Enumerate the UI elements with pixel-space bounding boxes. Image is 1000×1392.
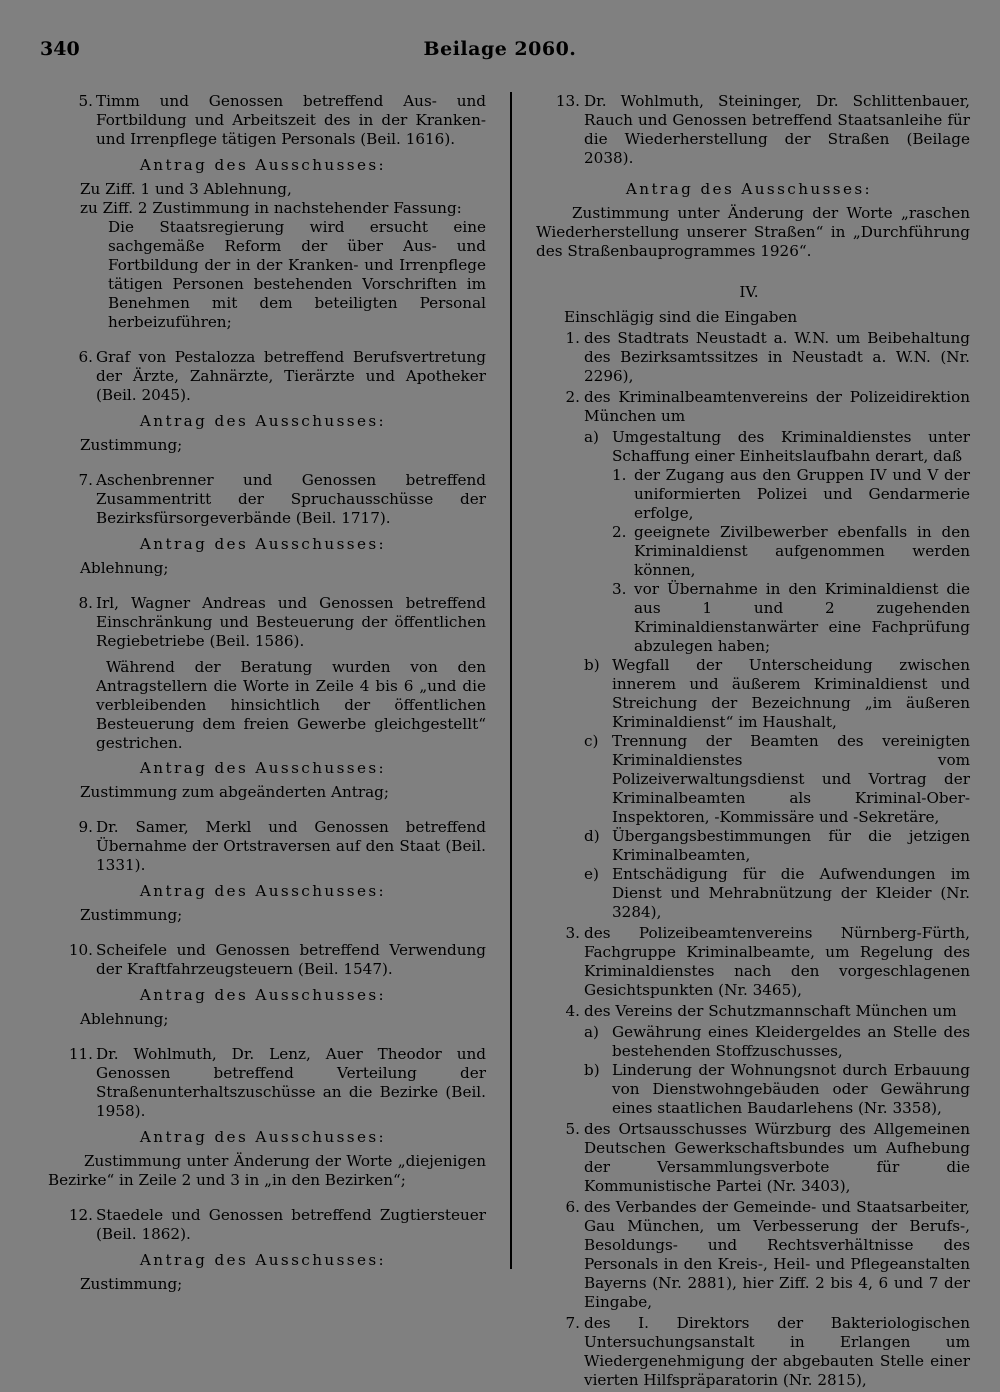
item-number: 5. bbox=[78, 92, 93, 110]
item-text: Scheifele und Genossen betreffend Verwendung der Kraftfahrzeugsteuern (Beil. 1547). bbox=[96, 941, 486, 978]
item-9 bbox=[40, 818, 486, 875]
resolution-text: Zustimmung; bbox=[80, 906, 183, 924]
right-column bbox=[528, 92, 970, 1392]
antrag-heading: Antrag des Ausschusses: bbox=[139, 1251, 387, 1269]
item-8 bbox=[40, 594, 486, 651]
antrag-heading: Antrag des Ausschusses: bbox=[139, 535, 387, 553]
item-number: 3. bbox=[565, 924, 580, 942]
item-number: 11. bbox=[68, 1045, 93, 1063]
sub-label: 2. bbox=[612, 523, 627, 541]
sub-item bbox=[584, 656, 970, 732]
item-text: Staedele und Genossen betreffend Zugtiersteuer (Beil. 1862). bbox=[96, 1206, 486, 1243]
sub-text: Trennung der Beamten des vereinigten Kriminaldienstes vom Polizeiverwaltungsdienst und Vortrag der Kriminalbeamten als Kriminal-Ober-Inspektoren, -Kommissäre und -Sekretäre, bbox=[612, 732, 970, 826]
item-text: Dr. Samer, Merkl und Genossen betreffend Übernahme der Ortstraversen auf den Staat (Beil. 1331). bbox=[96, 818, 486, 874]
item-text: Dr. Wohlmuth, Steininger, Dr. Schlittenbauer, Rauch und Genossen betreffend Staatsanleihe für die Wiederherstellung der Straßen (Beilage 2038). bbox=[584, 92, 970, 167]
page-title: Beilage 2060. bbox=[423, 38, 577, 60]
petition-4 bbox=[528, 1002, 970, 1021]
resolution-text: Zustimmung; bbox=[80, 1275, 183, 1293]
item-text: des Verbandes der Gemeinde- und Staatsarbeiter, Gau München, um Verbesserung der Berufs-, Besoldungs- und Rechtsverhältnisse des Personals in den Kreis-, Heil- und Pflegeanstalten Bayerns (Nr. 2881), hier Ziff. 2 bis 4, 6 und 7 der Eingabe, bbox=[584, 1198, 970, 1311]
item-number: 9. bbox=[78, 818, 93, 836]
sub-text: vor Übernahme in den Kriminaldienst die aus 1 und 2 zugehenden Kriminaldienstanwärter eine Fachprüfung abzulegen haben; bbox=[634, 580, 970, 655]
sub-label: 1. bbox=[612, 466, 627, 484]
sub-label: a) bbox=[584, 1023, 599, 1041]
item-number: 6. bbox=[78, 348, 93, 366]
item-text: Graf von Pestalozza betreffend Berufsvertretung der Ärzte, Zahnärzte, Tierärzte und Apotheker (Beil. 2045). bbox=[96, 348, 486, 404]
sub-sub-item bbox=[612, 523, 970, 580]
sub-item bbox=[584, 1061, 970, 1118]
item-text: des Polizeibeamtenvereins Nürnberg-Fürth, Fachgruppe Kriminalbeamte, um Regelung des Kriminaldienstes nach den vorgeschlagenen Gesichtspunkten (Nr. 3465), bbox=[584, 924, 970, 999]
item-number: 13. bbox=[555, 92, 580, 110]
item-5 bbox=[40, 92, 486, 149]
antrag-heading: Antrag des Ausschusses: bbox=[625, 180, 873, 198]
page-number: 340 bbox=[40, 38, 80, 60]
sub-label: a) bbox=[584, 428, 599, 446]
item-text: des Vereins der Schutzmannschaft München um bbox=[584, 1002, 957, 1020]
resolution-text: Zustimmung; bbox=[80, 436, 183, 454]
petition-6 bbox=[528, 1198, 970, 1312]
sub-text: Wegfall der Unterscheidung zwischen innerem und äußerem Kriminaldienst und Streichung der Bezeichnung „im äußeren Kriminaldienst“ im Haushalt, bbox=[612, 656, 970, 731]
resolution-block: Die Staatsregierung wird ersucht eine sachgemäße Reform der über Aus- und Fortbildung der in der Kranken- und Irrenpflege tätigen Personen bestehenden Vorschriften im Benehmen mit dem beteiligten Personal herbeizuführen; bbox=[108, 218, 486, 331]
item-number: 7. bbox=[78, 471, 93, 489]
section-heading: IV. bbox=[739, 283, 759, 301]
sub-item bbox=[584, 428, 970, 466]
item-number: 4. bbox=[565, 1002, 580, 1020]
sub-item bbox=[584, 732, 970, 827]
petition-3 bbox=[528, 924, 970, 1000]
sub-text: Linderung der Wohnungsnot durch Erbauung von Dienstwohngebäuden oder Gewährung eines staatlichen Baudarlehens (Nr. 3358), bbox=[612, 1061, 970, 1117]
sub-label: 3. bbox=[612, 580, 627, 598]
petition-1 bbox=[528, 329, 970, 386]
item-text: des Stadtrats Neustadt a. W.N. um Beibehaltung des Bezirksamtssitzes in Neustadt a. W.N. (Nr. 2296), bbox=[584, 329, 970, 385]
item-number: 10. bbox=[68, 941, 93, 959]
sub-label: b) bbox=[584, 1061, 600, 1079]
petition-7 bbox=[528, 1314, 970, 1390]
item-text: Timm und Genossen betreffend Aus- und Fortbildung und Arbeitszeit des in der Kranken- und Irrenpflege tätigen Personals (Beil. 1616). bbox=[96, 92, 486, 148]
antrag-heading: Antrag des Ausschusses: bbox=[139, 882, 387, 900]
section-intro: Einschlägig sind die Eingaben bbox=[564, 308, 798, 326]
sub-sub-item bbox=[612, 466, 970, 523]
item-text: Dr. Wohlmuth, Dr. Lenz, Auer Theodor und Genossen betreffend Verteilung der Straßenunterhaltszuschüsse an die Bezirke (Beil. 1958). bbox=[96, 1045, 486, 1120]
item-13 bbox=[528, 92, 970, 168]
sub-label: e) bbox=[584, 865, 599, 883]
antrag-heading: Antrag des Ausschusses: bbox=[139, 156, 387, 174]
column-divider bbox=[510, 92, 512, 1269]
resolution-text: zu Ziff. 2 Zustimmung in nachstehender Fassung: bbox=[80, 199, 462, 217]
resolution-text: Zustimmung unter Änderung der Worte „raschen Wiederherstellung unserer Straßen“ in „Durchführung des Straßenbauprogrammes 1926“. bbox=[536, 204, 970, 260]
sub-sub-item bbox=[612, 580, 970, 656]
item-text: Aschenbrenner und Genossen betreffend Zusammentritt der Spruchausschüsse der Bezirksfürsorgeverbände (Beil. 1717). bbox=[96, 471, 486, 527]
sub-text: der Zugang aus den Gruppen IV und V der uniformierten Polizei und Gendarmerie erfolge, bbox=[634, 466, 970, 522]
sub-text: Entschädigung für die Aufwendungen im Dienst und Mehrabnützung der Kleider (Nr. 3284), bbox=[612, 865, 970, 921]
item-number: 5. bbox=[565, 1120, 580, 1138]
sub-item bbox=[584, 827, 970, 865]
antrag-heading: Antrag des Ausschusses: bbox=[139, 759, 387, 777]
item-number: 12. bbox=[68, 1206, 93, 1224]
antrag-heading: Antrag des Ausschusses: bbox=[139, 986, 387, 1004]
item-12 bbox=[40, 1206, 486, 1244]
resolution-text: Zustimmung unter Änderung der Worte „diejenigen Bezirke“ in Zeile 2 und 3 in „in den Bezirken“; bbox=[48, 1152, 486, 1189]
resolution-text: Zustimmung zum abgeänderten Antrag; bbox=[80, 783, 390, 801]
item-number: 6. bbox=[565, 1198, 580, 1216]
left-column bbox=[40, 92, 486, 1310]
sub-text: Umgestaltung des Kriminaldienstes unter Schaffung einer Einheitslaufbahn derart, daß bbox=[612, 428, 970, 465]
sub-text: Gewährung eines Kleidergeldes an Stelle des bestehenden Stoffzuschusses, bbox=[612, 1023, 970, 1060]
antrag-heading: Antrag des Ausschusses: bbox=[139, 1128, 387, 1146]
petition-5 bbox=[528, 1120, 970, 1196]
item-note: Während der Beratung wurden von den Antragstellern die Worte in Zeile 4 bis 6 „und die verbleibenden hinsichtlich der öffentlichen Besteuerung dem freien Gewerbe gleichgestellt“ gestrichen. bbox=[96, 658, 486, 752]
item-text: Irl, Wagner Andreas und Genossen betreffend Einschränkung und Besteuerung der öffentlichen Regiebetriebe (Beil. 1586). bbox=[96, 594, 486, 650]
petition-2 bbox=[528, 388, 970, 426]
item-7 bbox=[40, 471, 486, 528]
item-10 bbox=[40, 941, 486, 979]
item-number: 2. bbox=[565, 388, 580, 406]
item-text: des Kriminalbeamtenvereins der Polizeidirektion München um bbox=[584, 388, 970, 425]
item-11 bbox=[40, 1045, 486, 1121]
sub-item bbox=[584, 1023, 970, 1061]
sub-label: d) bbox=[584, 827, 600, 845]
item-text: des I. Direktors der Bakteriologischen Untersuchungsanstalt in Erlangen um Wiedergenehmigung der abgebauten Stelle einer vierten Hilfspräparatorin (Nr. 2815), bbox=[584, 1314, 970, 1389]
sub-text: geeignete Zivilbewerber ebenfalls in den Kriminaldienst aufgenommen werden können, bbox=[634, 523, 970, 579]
sub-label: b) bbox=[584, 656, 600, 674]
resolution-text: Ablehnung; bbox=[80, 1010, 169, 1028]
item-number: 1. bbox=[565, 329, 580, 347]
sub-item bbox=[584, 865, 970, 922]
item-number: 7. bbox=[565, 1314, 580, 1332]
resolution-text: Zu Ziff. 1 und 3 Ablehnung, bbox=[80, 180, 292, 198]
sub-text: Übergangsbestimmungen für die jetzigen Kriminalbeamten, bbox=[612, 827, 970, 864]
resolution-text: Ablehnung; bbox=[80, 559, 169, 577]
antrag-heading: Antrag des Ausschusses: bbox=[139, 412, 387, 430]
item-text: des Ortsausschusses Würzburg des Allgemeinen Deutschen Gewerkschaftsbundes um Aufhebung der Versammlungsverbote für die Kommunistische Partei (Nr. 3403), bbox=[584, 1120, 970, 1195]
sub-label: c) bbox=[584, 732, 599, 750]
item-6 bbox=[40, 348, 486, 405]
item-number: 8. bbox=[78, 594, 93, 612]
